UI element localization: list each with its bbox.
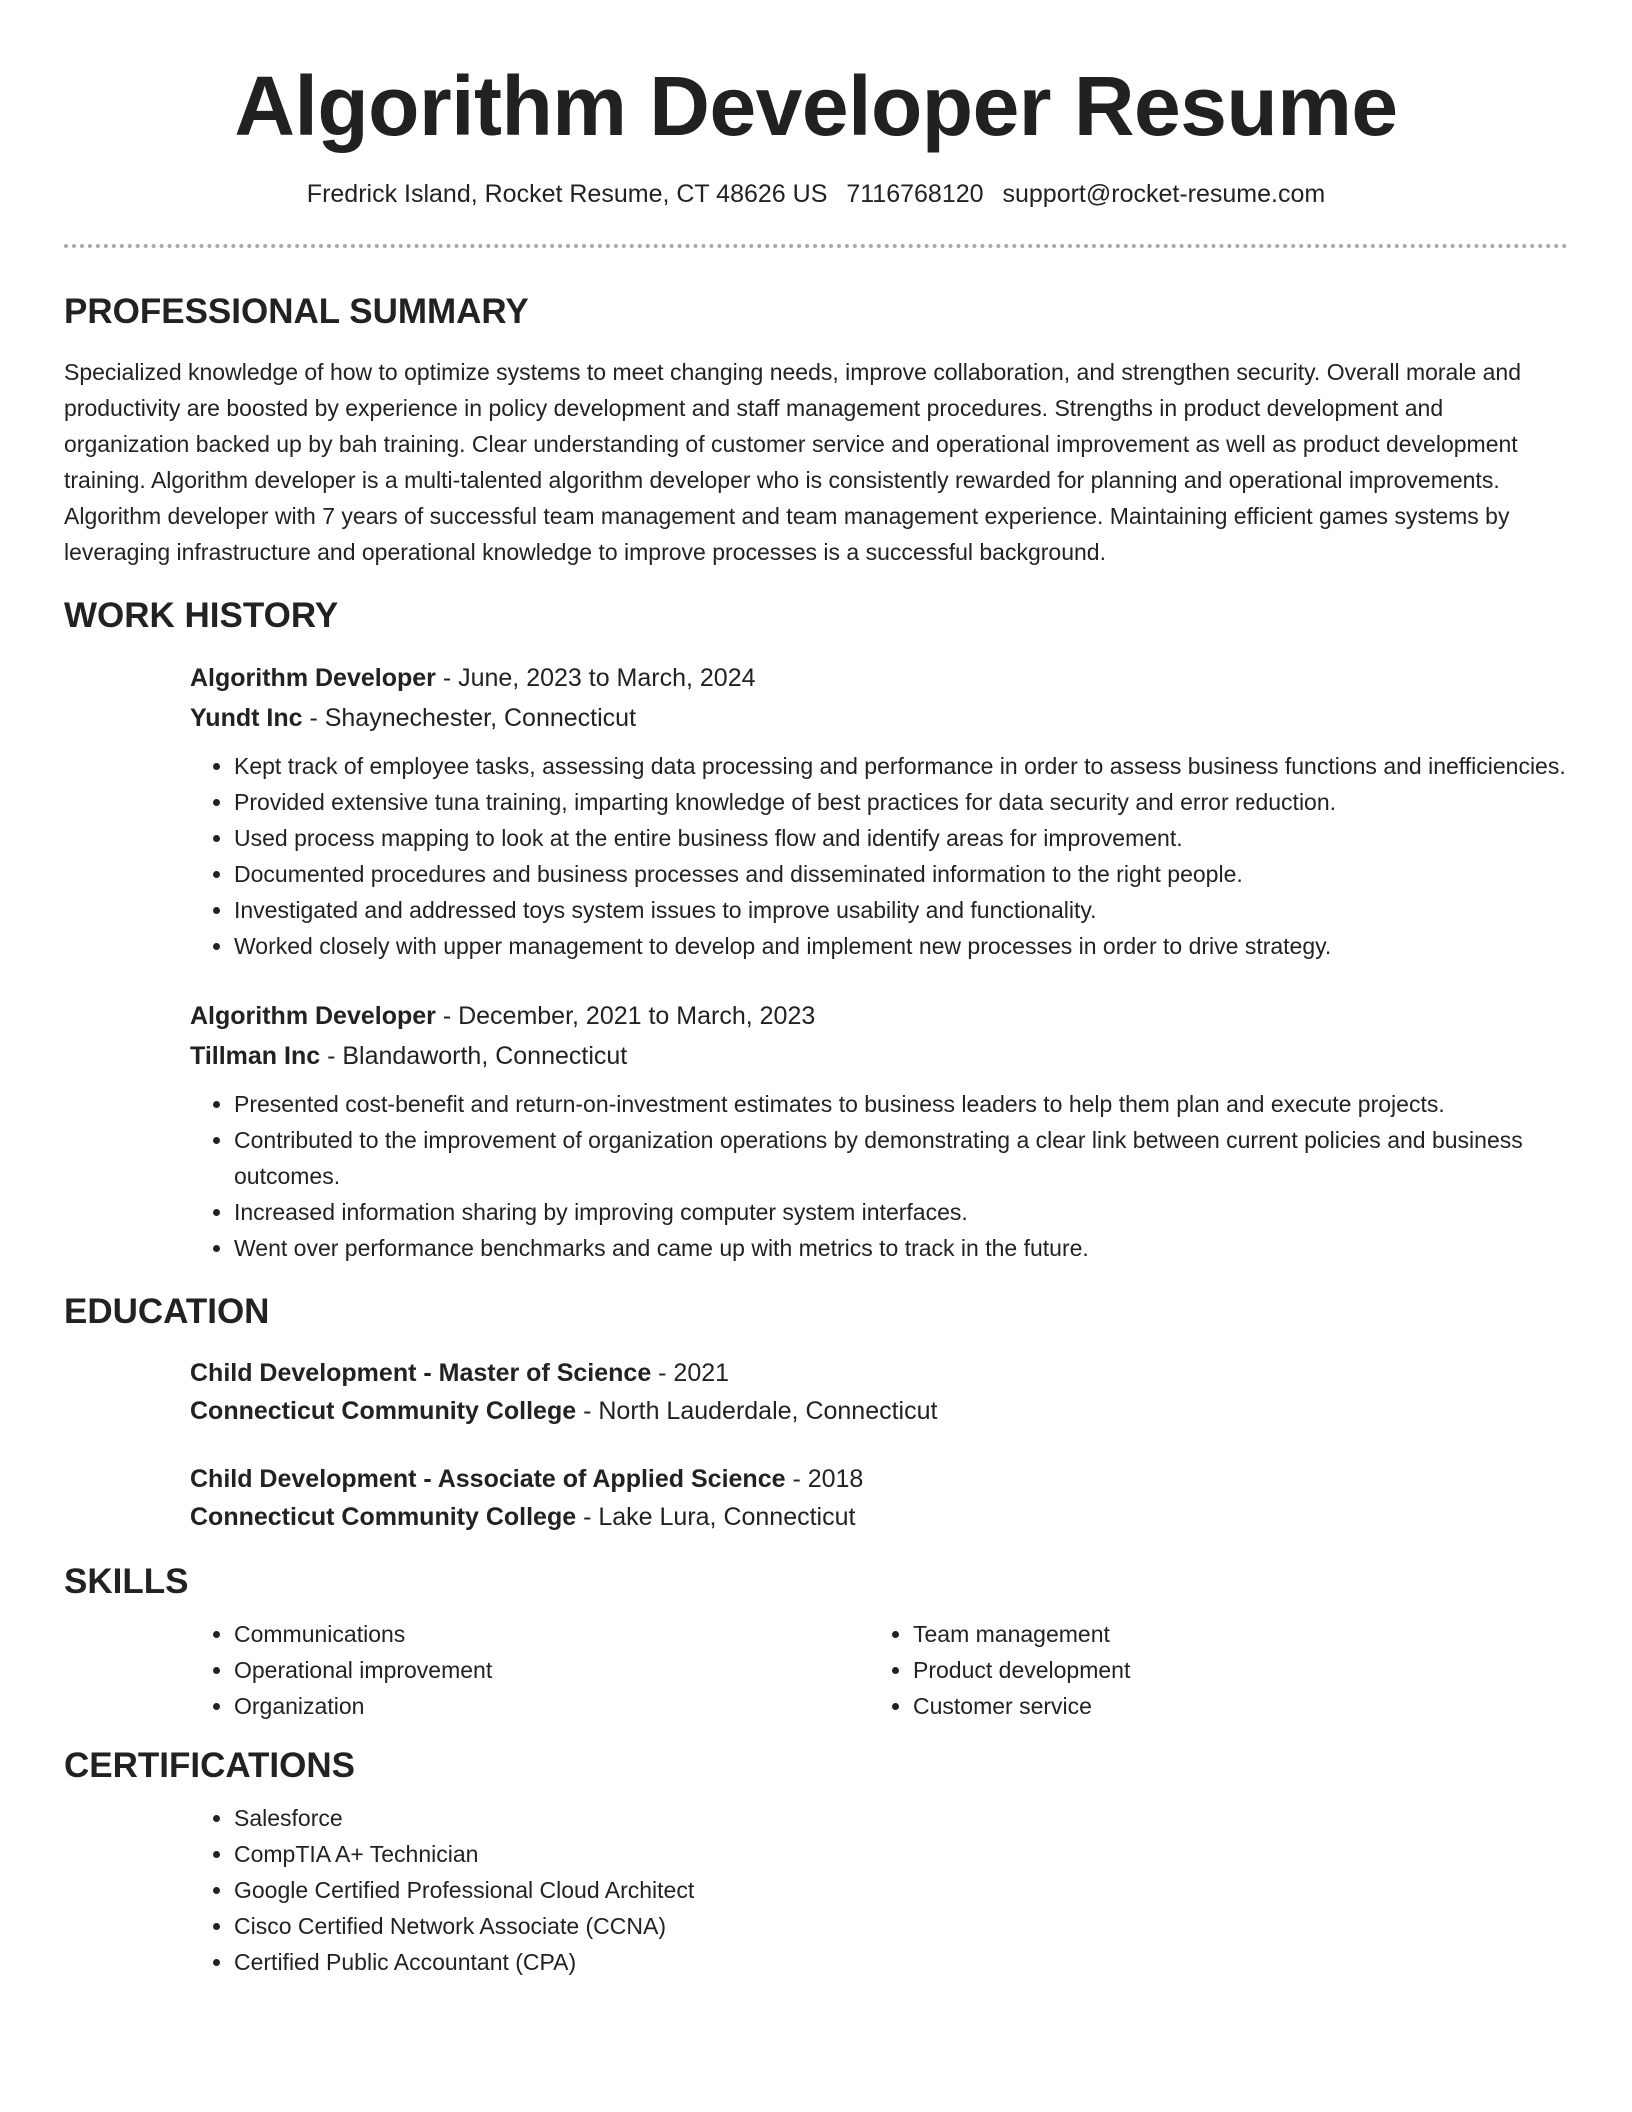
job-title: Algorithm Developer [190, 664, 436, 692]
list-item: • Documented procedures and business processes and disseminated information to the right people. [234, 856, 1568, 892]
school-line [190, 1498, 1568, 1536]
list-item: • Increased information sharing by improving computer system interfaces. [234, 1194, 1568, 1230]
job-entry [190, 996, 1568, 1266]
job-dates: - December, 2021 to March, 2023 [435, 1002, 816, 1030]
job-location: - Blandaworth, Connecticut [320, 1042, 628, 1070]
job-dates: - June, 2023 to March, 2024 [435, 664, 756, 692]
degree: Child Development - Associate of Applied Science [190, 1465, 786, 1493]
contact-email: support@rocket-resume.com [1002, 180, 1326, 208]
list-item: • Salesforce [234, 1800, 1568, 1836]
list-item: • Provided extensive tuna training, imparting knowledge of best practices for data security and error reduction. [234, 784, 1568, 820]
work-history-section [64, 594, 1568, 1266]
skills-grid [190, 1616, 1568, 1724]
list-item: • Went over performance benchmarks and came up with metrics to track in the future. [234, 1230, 1568, 1266]
skills-list-left [190, 1616, 889, 1724]
list-item: • Communications [234, 1616, 889, 1652]
degree-year: - 2021 [651, 1359, 730, 1387]
education-section [64, 1290, 1568, 1536]
skills-list-right [889, 1616, 1568, 1724]
list-item: • Cisco Certified Network Associate (CCNA) [234, 1908, 1568, 1944]
job-entry [190, 658, 1568, 964]
job-bullets [190, 1086, 1568, 1266]
list-item: • Organization [234, 1688, 889, 1724]
list-item: • Kept track of employee tasks, assessing data processing and performance in order to assess business functions and inefficiencies. [234, 748, 1568, 784]
skills-section [64, 1560, 1568, 1724]
job-company: Yundt Inc [190, 704, 303, 732]
education-heading: EDUCATION [64, 1292, 270, 1331]
contact-address: Fredrick Island, Rocket Resume, CT 48626 US [306, 180, 828, 208]
job-title-line [190, 996, 1568, 1036]
resume-title: Algorithm Developer Resume [234, 59, 1398, 153]
list-item: • Contributed to the improvement of organization operations by demonstrating a clear link between current policies and business outcomes. [234, 1122, 1568, 1194]
degree-line [190, 1354, 1568, 1392]
certifications-list [190, 1800, 1568, 1980]
degree-year: - 2018 [785, 1465, 864, 1493]
header-divider [64, 244, 1568, 248]
resume-page [64, 0, 1568, 1980]
skills-heading: SKILLS [64, 1562, 189, 1601]
list-item: • CompTIA A+ Technician [234, 1836, 1568, 1872]
contact-phone: 7116768120 [846, 180, 984, 208]
school-location: - North Lauderdale, Connecticut [576, 1397, 938, 1425]
job-company: Tillman Inc [190, 1042, 321, 1070]
work-history-heading: WORK HISTORY [64, 596, 339, 635]
school: Connecticut Community College [190, 1397, 577, 1425]
certifications-heading: CERTIFICATIONS [64, 1746, 356, 1785]
contact-line [64, 178, 1568, 210]
list-item: • Team management [913, 1616, 1568, 1652]
list-item: • Worked closely with upper management to develop and implement new processes in order to drive strategy. [234, 928, 1568, 964]
degree-line [190, 1460, 1568, 1498]
job-title: Algorithm Developer [190, 1002, 436, 1030]
job-company-line [190, 1036, 1568, 1076]
list-item: • Customer service [913, 1688, 1568, 1724]
certifications-section [64, 1744, 1568, 1980]
list-item: • Google Certified Professional Cloud Architect [234, 1872, 1568, 1908]
job-bullets [190, 748, 1568, 964]
education-entry [190, 1460, 1568, 1536]
list-item: • Certified Public Accountant (CPA) [234, 1944, 1568, 1980]
school-line [190, 1392, 1568, 1430]
list-item: • Used process mapping to look at the entire business flow and identify areas for improvement. [234, 820, 1568, 856]
list-item: • Operational improvement [234, 1652, 889, 1688]
school: Connecticut Community College [190, 1503, 577, 1531]
job-company-line [190, 698, 1568, 738]
degree: Child Development - Master of Science [190, 1359, 652, 1387]
summary-section [64, 290, 1568, 570]
job-title-line [190, 658, 1568, 698]
summary-text: Specialized knowledge of how to optimize systems to meet changing needs, improve collaboration, and strengthen security. Overall morale and productivity are boosted by experience in policy development and staff management procedures. Strengths in product development and organization backed up by bah training. Clear understanding of customer service and operational improvement as well as product development training. Algorithm developer is a multi-talented algorithm developer who is consistently rewarded for planning and operational improvements. Algorithm developer with 7 years of successful team management and team management experience. Maintaining efficient games systems by leveraging infrastructure and operational knowledge to improve processes is a successful background. [64, 359, 1522, 565]
school-location: - Lake Lura, Connecticut [576, 1503, 856, 1531]
job-location: - Shaynechester, Connecticut [302, 704, 637, 732]
list-item: • Investigated and addressed toys system issues to improve usability and functionality. [234, 892, 1568, 928]
list-item: • Presented cost-benefit and return-on-investment estimates to business leaders to help them plan and execute projects. [234, 1086, 1568, 1122]
summary-heading: PROFESSIONAL SUMMARY [64, 292, 529, 331]
education-entry [190, 1354, 1568, 1430]
list-item: • Product development [913, 1652, 1568, 1688]
